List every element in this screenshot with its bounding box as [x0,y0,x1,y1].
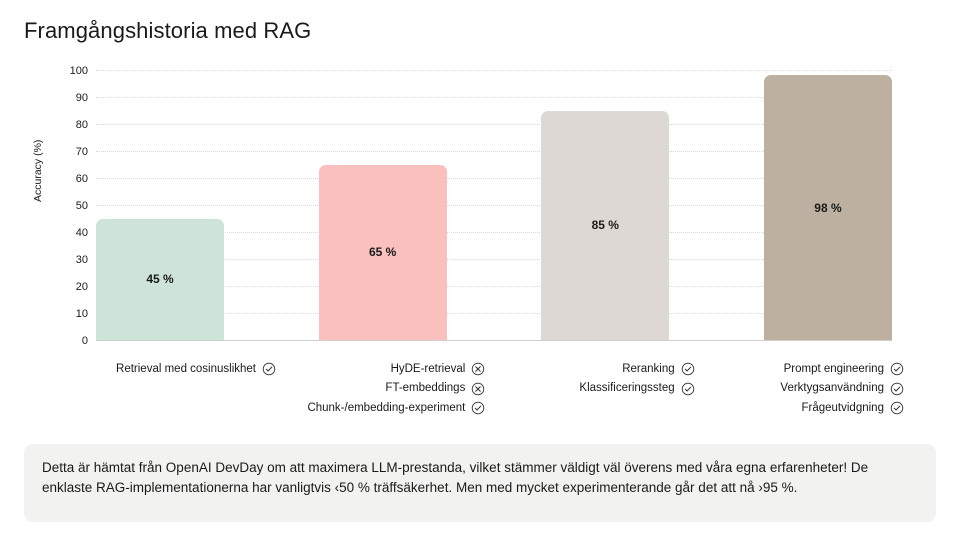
y-axis-tick: 60 [75,173,88,185]
check-circle-icon [681,362,695,376]
bar-column [319,70,447,340]
bar-value-label: 85 % [591,218,619,233]
y-axis-tick: 20 [75,281,88,293]
y-axis-tick: 10 [75,308,88,320]
category-item [116,362,276,376]
bar[interactable] [764,75,892,340]
cross-circle-icon [471,382,485,396]
category-item-label: Prompt engineering [783,363,884,375]
category-group [724,362,904,432]
bar-column [764,70,892,340]
y-axis-label: Accuracy (%) [32,139,44,202]
category-item-label: Verktygsanvändning [780,382,884,395]
y-axis-tick: 70 [75,146,88,158]
bar-chart [24,62,904,362]
footnote: Detta är hämtat från OpenAI DevDay om att maximera LLM-prestanda, vilket stämmer väldigt väl överens med våra egna erfarenheter! De enklaste RAG-implementationerna har vanligtvis ‹50 % träffsäkerhet. Men med mycket experimenterande går det att nå ›95 %. [24,444,936,522]
category-group [305,362,485,432]
category-item-label: Reranking [622,363,675,375]
check-circle-icon [471,401,485,415]
category-item [385,381,485,395]
bar-value-label: 65 % [368,245,397,260]
y-axis-tick: 30 [75,254,88,266]
category-item [622,362,694,376]
category-item-label: Frågeutvidgning [801,401,884,414]
category-item [579,381,694,395]
category-group [96,362,276,432]
page-title: Framgångshistoria med RAG [24,18,312,43]
bar[interactable] [96,219,224,341]
category-item-label: Retrieval med cosinuslikhet [116,363,256,375]
bar-column [96,70,224,340]
category-item-label: Klassificeringssteg [579,382,675,395]
y-axis-tick: 0 [81,335,88,347]
category-item [784,362,904,376]
bar-column [541,70,669,340]
y-axis-tick: 50 [75,200,88,212]
bar[interactable] [541,111,669,341]
check-circle-icon [890,382,904,396]
check-circle-icon [890,362,904,376]
category-labels [96,362,904,432]
category-item-label: HyDE-retrieval [390,363,466,375]
bar-value-label: 98 % [814,200,842,215]
category-item [780,381,904,395]
bar-value-label: 45 % [146,272,174,287]
category-item [802,401,904,415]
gridline [81,335,892,347]
check-circle-icon [890,401,904,415]
category-item [391,362,486,376]
check-circle-icon [681,382,695,396]
category-item-label: FT-embeddings [385,382,466,395]
y-axis-tick: 90 [75,92,88,104]
bar-series [96,70,892,340]
category-item [307,401,485,415]
category-group [515,362,695,432]
category-item-label: Chunk-/embedding-experiment [307,401,466,414]
y-axis-tick: 80 [75,119,88,131]
bar[interactable] [319,165,447,341]
cross-circle-icon [471,362,485,376]
y-axis-tick: 40 [75,227,88,239]
plot-area [69,65,892,347]
check-circle-icon [262,362,276,376]
y-axis-tick: 100 [69,65,88,77]
